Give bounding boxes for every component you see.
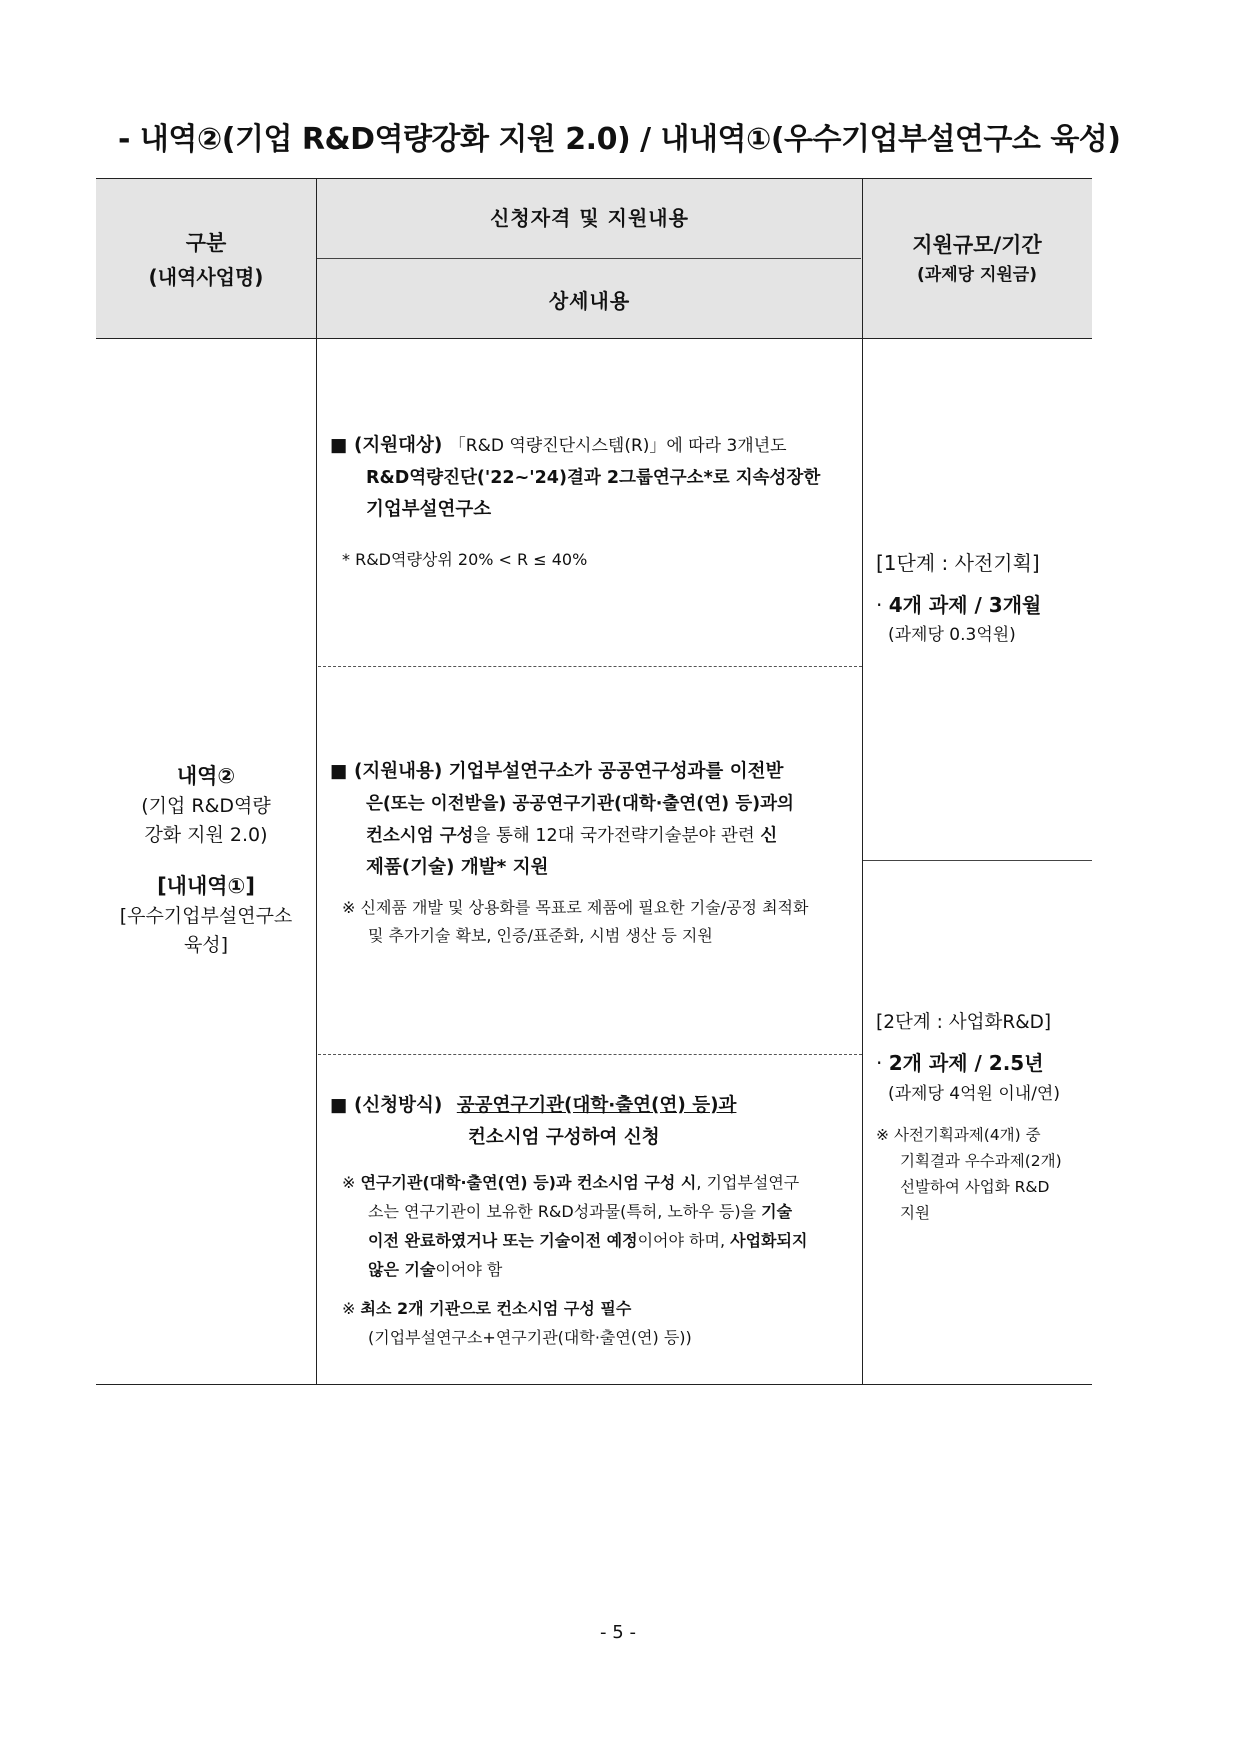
stage1-title: [1단계 : 사전기획] (876, 551, 1040, 575)
support-note-line2: 및 추가기술 확보, 인증/표준화, 시범 생산 등 지원 (368, 926, 713, 945)
category-desc-line2: 강화 지원 2.0) (144, 824, 268, 846)
stage2-note-line3: 선발하여 사업화 R&D (900, 1178, 1050, 1196)
application-note1-bold1: 연구기관(대학·출연(연) 등)과 컨소시엄 구성 시 (360, 1173, 697, 1192)
application-note1-line3 (342, 1226, 856, 1255)
eligibility-line3: 기업부설연구소 (366, 499, 492, 520)
section-divider-1 (318, 666, 862, 667)
application-note1-line2 (342, 1197, 856, 1226)
application-note2-bold: 최소 2개 기관으로 컨소시엄 구성 필수 (360, 1299, 632, 1318)
eligibility-label: (지원대상) (353, 435, 443, 456)
stage2-item (876, 1046, 1088, 1080)
stage2-item-text: 2개 과제 / 2.5년 (888, 1051, 1044, 1075)
header-details: 상세내용 (548, 289, 631, 313)
stage2-note-text1: 사전기획과제(4개) 중 (893, 1126, 1041, 1144)
note-mark: ※ (876, 1126, 889, 1144)
header-eligibility: 신청자격 및 지원내용 (490, 206, 689, 230)
stage2-note-line1 (876, 1122, 1088, 1148)
page-number: - 5 - (600, 1622, 636, 1643)
support-label: (지원내용) (353, 761, 443, 782)
note-mark: ※ (342, 898, 356, 917)
stage2-note-line4: 지원 (900, 1204, 930, 1222)
column-divider-1 (316, 178, 317, 1384)
application-note1-line3b: 이어야 하며, (637, 1231, 726, 1250)
support-line3 (330, 820, 856, 852)
bullet-icon: ■ (330, 435, 348, 456)
sub-category-desc-line1: [우수기업부설연구소 (119, 905, 293, 927)
application-note1-line4a: 않은 기술 (368, 1260, 436, 1279)
header-bottom-border (96, 338, 1092, 339)
support-text-c-rest: 을 통해 12대 국가전략기술분야 관련 (473, 826, 755, 846)
section-divider-2 (318, 1054, 862, 1055)
support-note-text1: 신제품 개발 및 상용화를 목표로 제품에 필요한 기술/공정 최적화 (360, 898, 809, 917)
header-category (96, 226, 316, 294)
header-mid-divider (317, 258, 861, 259)
header-category-label: 구분 (185, 231, 227, 255)
stage1-fund: (과제당 0.3억원) (888, 625, 1016, 645)
application-note2-sub: (기업부설연구소+연구기관(대학·출연(연) 등)) (368, 1328, 692, 1347)
dot-icon: · (876, 593, 883, 617)
scale-divider (863, 860, 1092, 861)
application-note1 (330, 1168, 856, 1284)
bullet-icon: ■ (330, 1095, 348, 1116)
header-category-sublabel: (내역사업명) (148, 265, 264, 289)
eligibility-text-a: 「R&D 역량진단시스템(R)」에 따라 3개년도 (448, 436, 787, 456)
stage2-note (876, 1122, 1088, 1226)
stage2-note-line2: 기획결과 우수과제(2개) (900, 1152, 1062, 1170)
table-bottom-border (96, 1384, 1092, 1385)
support-note (330, 894, 856, 950)
scale-stage1 (876, 546, 1088, 648)
category-desc-line1: (기업 R&D역량 (141, 795, 271, 817)
sub-category-desc-line2: 육성] (183, 934, 229, 956)
stage1-item-text: 4개 과제 / 3개월 (888, 593, 1042, 617)
application-label: (신청방식) (353, 1095, 443, 1116)
header-scale-sublabel: (과제당 지원금) (917, 265, 1037, 285)
application-note1-line3c: 사업화되지 (730, 1231, 808, 1250)
page-title: - 내역②(기업 R&D역량강화 지원 2.0) / 내내역①(우수기업부설연구소 육성) (118, 122, 1121, 157)
support-text-c-bold: 컨소시엄 구성 (366, 826, 474, 846)
note-mark: ※ (342, 1299, 356, 1318)
note-mark: ※ (342, 1173, 356, 1192)
support-text-a: 기업부설연구소가 공공연구성과를 이전받 (448, 761, 784, 782)
sub-category-name: [내내역①] (157, 874, 255, 898)
eligibility-note: * R&D역량상위 20% < R ≤ 40% (342, 550, 588, 569)
support-line2: 은(또는 이전받을) 공공연구기관(대학·출연(연) 등)과의 (366, 794, 794, 814)
column-divider-2 (862, 178, 863, 1384)
section-support-content (330, 756, 856, 950)
scale-stage2 (876, 1006, 1088, 1226)
eligibility-line2: R&D역량진단('22~'24)결과 2그룹연구소*로 지속성장한 (366, 468, 821, 488)
support-line1 (330, 756, 856, 788)
section-application (330, 1090, 856, 1352)
support-note-line1 (342, 894, 856, 922)
application-note1-line4 (342, 1255, 856, 1284)
stage1-item (876, 588, 1088, 622)
application-note1-line3a: 이전 완료하였거나 또는 기술이전 예정 (368, 1231, 638, 1250)
application-note1-line1 (342, 1168, 856, 1197)
header-scale (862, 228, 1092, 288)
bullet-icon: ■ (330, 761, 348, 782)
application-note2-line1 (342, 1294, 856, 1323)
category-cell (96, 760, 316, 960)
application-line2: 컨소시엄 구성하여 신청 (468, 1127, 660, 1148)
header-scale-label: 지원규모/기간 (912, 233, 1042, 257)
eligibility-line1 (330, 430, 856, 462)
application-note1-line2b: 기술 (761, 1202, 793, 1221)
category-name: 내역② (176, 764, 236, 788)
dot-icon: · (876, 1051, 883, 1075)
section-eligibility (330, 430, 856, 574)
stage2-title: [2단계 : 사업화R&D] (876, 1012, 1052, 1033)
application-text-a: 공공연구기관(대학·출연(연) 등)과 (456, 1095, 737, 1116)
application-note2 (330, 1294, 856, 1352)
support-line4: 제품(기술) 개발* 지원 (366, 857, 549, 878)
support-text-c-bold2: 신 (760, 826, 778, 846)
table-top-border (96, 178, 1092, 179)
stage2-fund: (과제당 4억원 이내/연) (888, 1084, 1060, 1104)
application-line1 (330, 1090, 856, 1122)
application-note1-line2a: 소는 연구기관이 보유한 R&D성과물(특허, 노하우 등)을 (368, 1202, 757, 1221)
application-note1-rest1: , 기업부설연구 (696, 1173, 800, 1192)
application-note1-line4b: 이어야 함 (435, 1260, 503, 1279)
